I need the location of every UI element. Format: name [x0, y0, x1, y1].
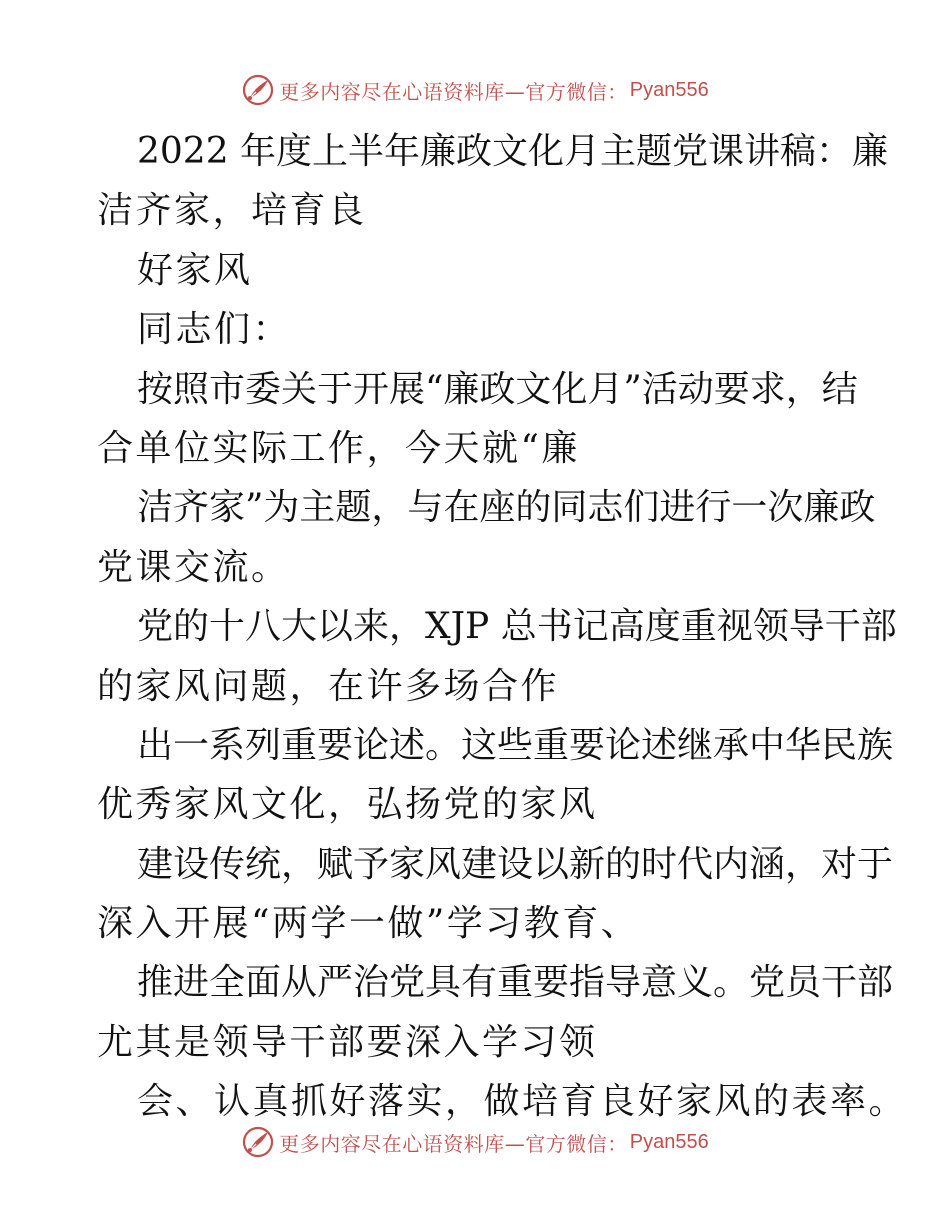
title-line-3: 好家风 — [137, 249, 253, 291]
quill-pen-logo-icon — [241, 1125, 275, 1159]
watermark-text: 更多内容尽在心语资料库—官方微信： — [279, 1131, 628, 1156]
paragraph-line: 党的十八大以来，XJP 总书记高度重视领导干部 — [137, 606, 897, 648]
paragraph-line: 会、认真抓好落实，做培育良好家风的表率。 — [137, 1081, 908, 1123]
quill-pen-logo-icon — [241, 73, 275, 107]
paragraph-line: 推进全面从严治党具有重要指导意义。党员干部 — [137, 962, 894, 1004]
paragraph-line: 深入开展“两学一做”学习教育、 — [97, 903, 640, 945]
footer-watermark-banner — [0, 1122, 950, 1162]
paragraph-line: 的家风问题，在许多场合作 — [97, 665, 560, 707]
header-watermark-banner — [0, 70, 950, 110]
salutation: 同志们： — [137, 309, 292, 351]
paragraph-line: 建设传统，赋予家风建设以新的时代内涵，对于 — [137, 843, 894, 885]
paragraph-line: 合单位实际工作，今天就“廉 — [97, 427, 580, 469]
title-line-2: 洁齐家，培育良 — [97, 190, 367, 232]
paragraph-line: 尤其是领导干部要深入学习领 — [97, 1021, 598, 1063]
watermark-text: 更多内容尽在心语资料库—官方微信： — [279, 79, 628, 104]
paragraph-line: 按照市委关于开展“廉政文化月”活动要求，结 — [137, 368, 858, 410]
title-line-1: 2022 年度上半年廉政文化月主题党课讲稿：廉 — [137, 131, 889, 172]
paragraph-line: 党课交流。 — [97, 546, 290, 588]
document-body — [97, 122, 908, 1132]
wechat-id: Pyan556 — [629, 78, 709, 101]
paragraph-line: 出一系列重要论述。这些重要论述继承中华民族 — [137, 724, 894, 766]
wechat-id: Pyan556 — [629, 1130, 709, 1153]
paragraph-line: 洁齐家”为主题，与在座的同志们进行一次廉政 — [137, 487, 876, 529]
paragraph-line: 优秀家风文化，弘扬党的家风 — [97, 784, 598, 826]
